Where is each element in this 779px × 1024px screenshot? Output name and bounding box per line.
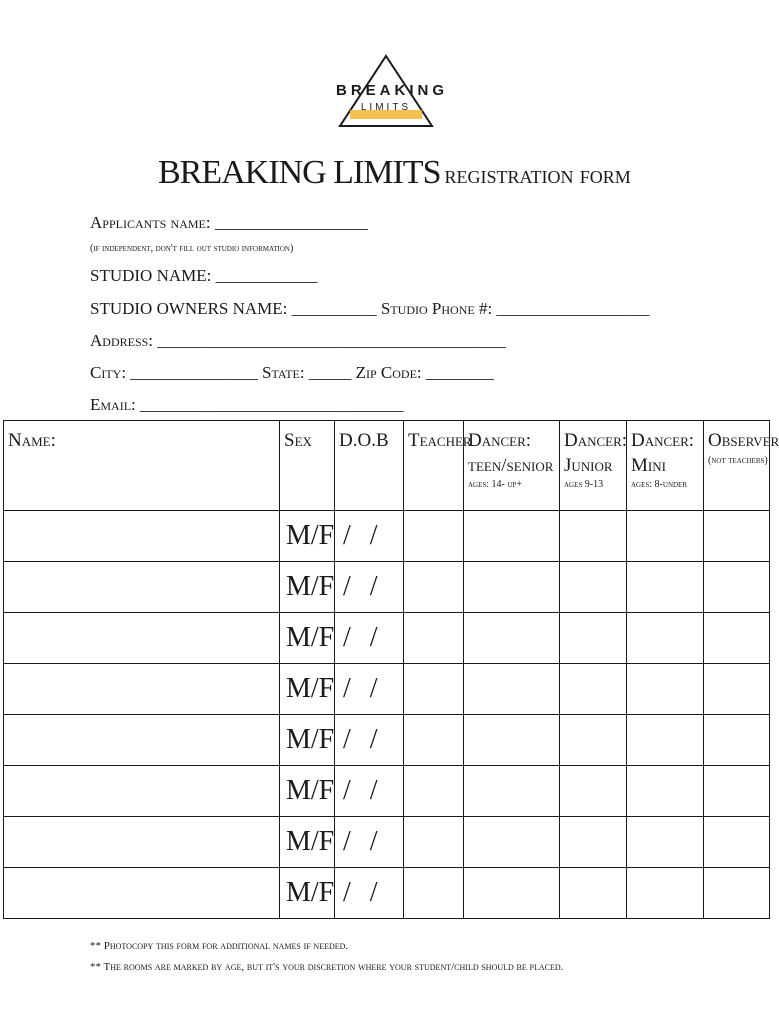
junior-cell[interactable]	[560, 868, 627, 919]
dob-cell[interactable]: / /	[335, 817, 404, 868]
dob-cell[interactable]: / /	[335, 766, 404, 817]
mini-cell[interactable]	[627, 562, 704, 613]
email-field[interactable]: Email: _______________________________	[90, 395, 404, 414]
mini-cell[interactable]	[627, 511, 704, 562]
footer-note-photocopy: ** Photocopy this form for additional names if needed.	[90, 940, 349, 952]
table-row	[4, 613, 770, 664]
header-teen-senior: Dancer: teen/senior ages: 14- up+	[464, 421, 560, 511]
teen-senior-cell[interactable]	[464, 562, 560, 613]
teen-senior-cell[interactable]	[464, 511, 560, 562]
dob-cell[interactable]: / /	[335, 664, 404, 715]
name-cell[interactable]	[4, 766, 280, 817]
junior-cell[interactable]	[560, 817, 627, 868]
teen-senior-cell[interactable]	[464, 817, 560, 868]
name-cell[interactable]	[4, 664, 280, 715]
observer-cell[interactable]	[704, 715, 770, 766]
sex-cell[interactable]: M/F	[280, 511, 335, 562]
junior-cell[interactable]	[560, 562, 627, 613]
observer-cell[interactable]	[704, 511, 770, 562]
table-row	[4, 511, 770, 562]
observer-cell[interactable]	[704, 562, 770, 613]
header-mini: Dancer: Mini ages: 8-under	[627, 421, 704, 511]
table-row	[4, 715, 770, 766]
teacher-cell[interactable]	[404, 613, 464, 664]
header-observer: Observer (not teachers)	[704, 421, 770, 511]
header-sex: Sex	[280, 421, 335, 511]
page-title	[158, 154, 631, 192]
teacher-cell[interactable]	[404, 664, 464, 715]
name-cell[interactable]	[4, 562, 280, 613]
junior-cell[interactable]	[560, 664, 627, 715]
header-teacher: Teacher	[404, 421, 464, 511]
sex-cell[interactable]: M/F	[280, 868, 335, 919]
sex-cell[interactable]: M/F	[280, 766, 335, 817]
address-field[interactable]: Address: _________________________________________	[90, 331, 506, 350]
mini-cell[interactable]	[627, 613, 704, 664]
teen-senior-cell[interactable]	[464, 664, 560, 715]
teacher-cell[interactable]	[404, 562, 464, 613]
teen-senior-cell[interactable]	[464, 715, 560, 766]
mini-cell[interactable]	[627, 715, 704, 766]
sex-cell[interactable]: M/F	[280, 613, 335, 664]
mini-cell[interactable]	[627, 817, 704, 868]
junior-cell[interactable]	[560, 511, 627, 562]
dob-cell[interactable]: / /	[335, 511, 404, 562]
teacher-cell[interactable]	[404, 511, 464, 562]
dob-cell[interactable]: / /	[335, 715, 404, 766]
table-header-row	[4, 421, 770, 511]
teacher-cell[interactable]	[404, 868, 464, 919]
name-cell[interactable]	[4, 715, 280, 766]
studio-owner-phone-field[interactable]: STUDIO OWNERS NAME: __________ Studio Phone #: __________________	[90, 299, 650, 318]
footer-note-rooms: ** The rooms are marked by age, but it's your discretion where your student/child should be placed.	[90, 961, 564, 973]
dob-cell[interactable]: / /	[335, 613, 404, 664]
table-row	[4, 766, 770, 817]
observer-cell[interactable]	[704, 817, 770, 868]
independent-note: (if independent, don't fill out studio information)	[90, 243, 294, 254]
logo-text-bottom: LIMITS	[360, 102, 412, 113]
teacher-cell[interactable]	[404, 817, 464, 868]
name-cell[interactable]	[4, 511, 280, 562]
breaking-limits-logo	[336, 54, 449, 128]
sex-cell[interactable]: M/F	[280, 664, 335, 715]
dob-cell[interactable]: / /	[335, 562, 404, 613]
table-row	[4, 868, 770, 919]
city-state-zip-field[interactable]: City: _______________ State: _____ Zip Code: ________	[90, 363, 494, 382]
title-sub: registration form	[444, 162, 631, 189]
junior-cell[interactable]	[560, 613, 627, 664]
observer-cell[interactable]	[704, 766, 770, 817]
table-row	[4, 664, 770, 715]
mini-cell[interactable]	[627, 664, 704, 715]
sex-cell[interactable]: M/F	[280, 817, 335, 868]
observer-cell[interactable]	[704, 613, 770, 664]
table-row	[4, 817, 770, 868]
name-cell[interactable]	[4, 817, 280, 868]
teen-senior-cell[interactable]	[464, 766, 560, 817]
observer-cell[interactable]	[704, 868, 770, 919]
name-cell[interactable]	[4, 613, 280, 664]
teen-senior-cell[interactable]	[464, 868, 560, 919]
header-name: Name:	[4, 421, 280, 511]
dob-cell[interactable]: / /	[335, 868, 404, 919]
header-junior: Dancer: Junior ages 9-13	[560, 421, 627, 511]
observer-cell[interactable]	[704, 664, 770, 715]
mini-cell[interactable]	[627, 766, 704, 817]
studio-name-field[interactable]: STUDIO NAME: ____________	[90, 266, 318, 285]
name-cell[interactable]	[4, 868, 280, 919]
teen-senior-cell[interactable]	[464, 613, 560, 664]
mini-cell[interactable]	[627, 868, 704, 919]
sex-cell[interactable]: M/F	[280, 715, 335, 766]
teacher-cell[interactable]	[404, 766, 464, 817]
teacher-cell[interactable]	[404, 715, 464, 766]
junior-cell[interactable]	[560, 715, 627, 766]
table-row	[4, 562, 770, 613]
junior-cell[interactable]	[560, 766, 627, 817]
registration-table	[3, 420, 779, 919]
sex-cell[interactable]: M/F	[280, 562, 335, 613]
title-main: BREAKING LIMITS	[158, 154, 441, 191]
applicant-name-field[interactable]: Applicants name: __________________	[90, 213, 368, 232]
header-dob: D.O.B	[335, 421, 404, 511]
logo-text-top: BREAKING	[336, 82, 449, 99]
